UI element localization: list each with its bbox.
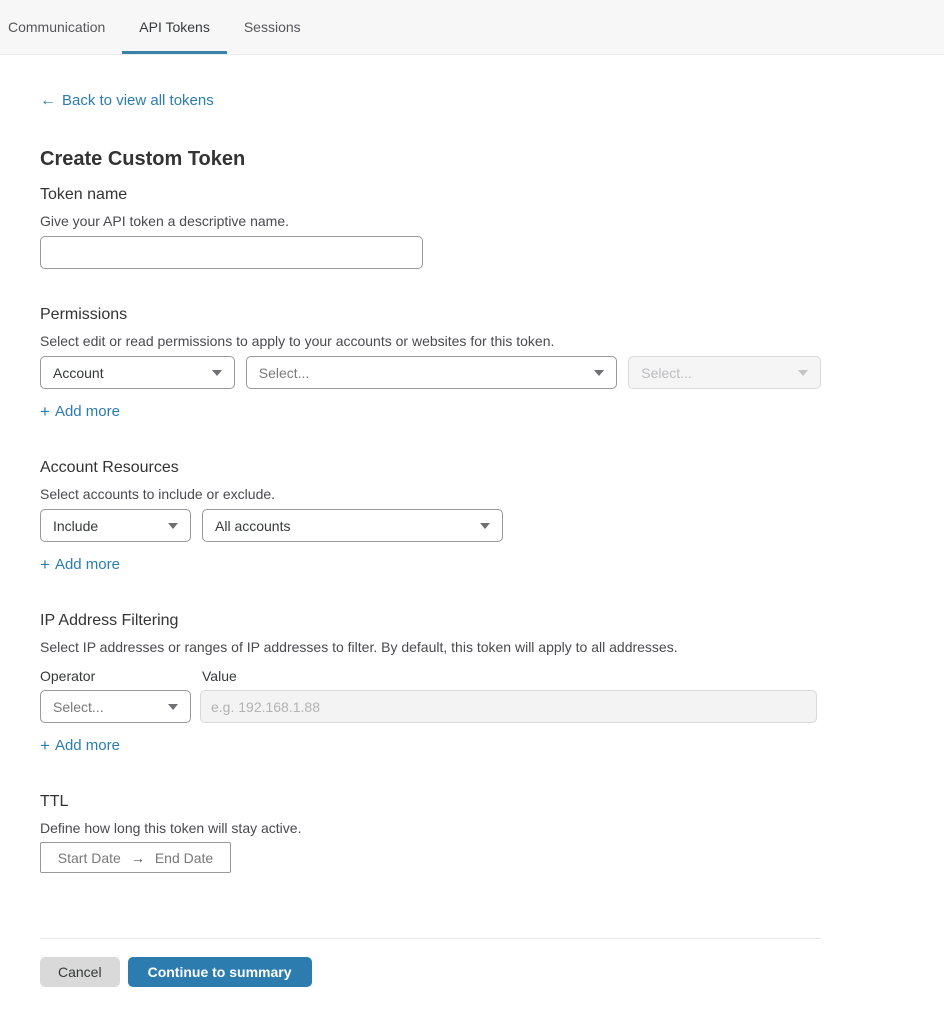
permissions-label: Permissions (40, 306, 128, 323)
plus-icon: + (40, 555, 50, 574)
resource-mode-value: Include (53, 517, 99, 534)
continue-to-summary-button[interactable]: Continue to summary (128, 957, 312, 987)
permission-group-select[interactable] (246, 356, 618, 389)
ip-value-input (200, 690, 817, 723)
ttl-label: TTL (40, 793, 69, 810)
resource-accounts-select[interactable] (202, 509, 503, 542)
end-date-placeholder: End Date (154, 849, 214, 866)
back-link-label: Back to view all tokens (62, 92, 214, 109)
ip-filtering-add-more-link[interactable] (40, 736, 120, 755)
right-arrow-icon: → (130, 849, 145, 866)
token-name-input[interactable] (40, 236, 423, 269)
chevron-down-icon (168, 704, 178, 710)
ip-filtering-label: IP Address Filtering (40, 612, 179, 629)
page-title: Create Custom Token (40, 148, 246, 170)
permissions-add-more-link[interactable] (40, 402, 120, 421)
account-resources-label: Account Resources (40, 459, 179, 476)
chevron-down-icon (594, 370, 604, 376)
back-to-tokens-link[interactable] (40, 91, 214, 111)
chevron-down-icon (798, 370, 808, 376)
add-more-label: Add more (54, 556, 120, 573)
permission-group-placeholder: Select... (258, 364, 310, 381)
chevron-down-icon (480, 523, 490, 529)
ip-operator-placeholder: Select... (53, 698, 104, 715)
account-resources-help: Select accounts to include or exclude. (40, 486, 276, 502)
operator-label: Operator (40, 668, 96, 684)
permission-scope-value: Account (53, 364, 104, 381)
token-name-help: Give your API token a descriptive name. (40, 213, 290, 229)
tab-bar (0, 0, 944, 55)
permissions-row (40, 356, 821, 389)
token-name-label: Token name (40, 186, 128, 203)
back-arrow-icon: ← (40, 92, 56, 109)
tab-api-tokens[interactable]: API Tokens (122, 0, 227, 54)
account-resources-add-more-link[interactable] (40, 555, 120, 574)
permission-scope-select[interactable] (40, 356, 235, 389)
permission-access-placeholder: Select... (641, 364, 692, 381)
chevron-down-icon (168, 523, 178, 529)
plus-icon: + (40, 736, 50, 755)
footer-divider (40, 938, 821, 939)
ip-filtering-row (40, 690, 821, 723)
account-resources-row (40, 509, 821, 542)
plus-icon: + (40, 402, 50, 421)
add-more-label: Add more (54, 737, 120, 754)
chevron-down-icon (212, 370, 222, 376)
start-date-placeholder: Start Date (57, 849, 121, 866)
ip-filtering-help: Select IP addresses or ranges of IP addresses to filter. By default, this token will apply to all addresses. (40, 639, 678, 655)
resource-accounts-value: All accounts (215, 517, 291, 534)
value-label: Value (202, 668, 237, 684)
tab-sessions[interactable]: Sessions (243, 19, 301, 35)
ttl-help: Define how long this token will stay active. (40, 820, 302, 836)
ttl-date-range-picker[interactable] (40, 842, 231, 873)
ip-filtering-sublabels (40, 667, 821, 686)
permission-access-select (628, 356, 821, 389)
add-more-label: Add more (54, 403, 120, 420)
cancel-button[interactable]: Cancel (40, 957, 120, 987)
ip-operator-select[interactable] (40, 690, 191, 723)
tab-communication[interactable]: Communication (8, 19, 106, 35)
create-token-form (0, 55, 821, 987)
permissions-help: Select edit or read permissions to apply to your accounts or websites for this token. (40, 333, 555, 349)
resource-mode-select[interactable] (40, 509, 191, 542)
footer-actions (40, 957, 821, 987)
